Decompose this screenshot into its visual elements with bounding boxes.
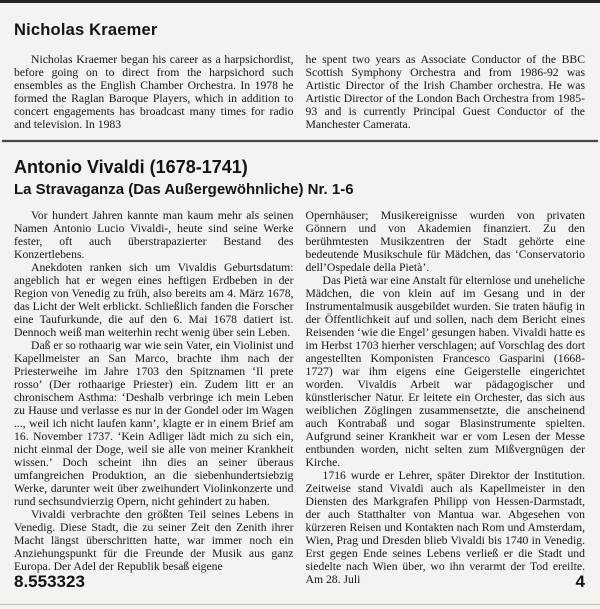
scan-bottom-edge <box>0 604 600 606</box>
notes-paragraph: Anekdoten ranken sich um Vivaldis Geburtsdatum: angeblich hat er wegen eines heftigen Erdbeben in der Region von Venedig zu früh, also bereits am 4. März 1678, das Licht der Welt erblickt. Schließlich fanden die Forscher eine Taufurkunde, die auf den 6. Mai 1678 datiert ist. Dennoch weiß man weiterhin recht wenig über sein Leben. <box>14 261 294 339</box>
notes-paragraph: Vor hundert Jahren kannte man kaum mehr als seinen Namen Antonio Lucio Vivaldi-, heute sind seine Werke fester, oft auch überstrapazierter Bestand des Konzertlebens. <box>14 209 294 261</box>
composer-heading: Antonio Vivaldi (1678-1741) <box>14 157 248 177</box>
notes-left-column <box>14 209 294 586</box>
scan-top-edge <box>0 0 600 3</box>
page-number: 4 <box>575 572 585 591</box>
notes-right-column <box>306 209 586 586</box>
bio-left-column <box>14 53 294 131</box>
section-divider <box>2 140 598 142</box>
notes-paragraph: Vivaldi verbrachte den größten Teil seines Lebens in Venedig. Diese Stadt, die zu seiner Zeit den Zenith ihrer Macht längst überschritten hatte, war immer noch ein Anziehungspunkt für die Freunde der Musik aus ganz Europa. Der Adel der Republik besaß eigene <box>14 508 294 573</box>
notes-paragraph-continuation: Opernhäuser; Musikereignisse wurden von privaten Gönnern und von Akademien finanziert. Zu den berühmtesten Musikzentren der Stadt gehörte eine bedeutende Musikschule für Mädchen, das ‘Conservatorio dell’Ospedale della Pietà’. <box>305 209 585 274</box>
catalog-number: 8.553323 <box>14 572 85 591</box>
work-subheading: La Stravaganza (Das Außergewöhnliche) Nr. 1-6 <box>14 181 354 198</box>
page-footer <box>14 572 585 592</box>
notes-paragraph: 1716 wurde er Lehrer, später Direktor der Institution. Zeitweise stand Vivaldi auch als Kapellmeister in den Diensten des Markgrafen Philipp von Hessen-Darmstadt, der auch Statthalter von Mantua war. Abgesehen von kürzeren Reisen und Kontakten nach Rom und Amsterdam, Wien, Prag und Dresden blieb Vivaldi bis 1740 in Venedig. Erst gegen Ende seines Lebens verließ er die Stadt und siedelte nach Wien über, wo ihn verarmt der Tod ereilte. Am 28. Juli <box>305 469 585 586</box>
bio-paragraph: Nicholas Kraemer began his career as a harpsichordist, before going on to direct from the harpsichord such ensembles as the English Chamber Orchestra. In 1978 he formed the Raglan Baroque Players, which in addition to concert engagements has broadcast many times for radio and television. In 1983 <box>14 53 294 131</box>
bio-paragraph-continuation: he spent two years as Associate Conductor of the BBC Scottish Symphony Orchestra and from 1986-92 was Artistic Director of the Irish Chamber orchestra. He was Artistic Director of the London Bach Orchestra from 1985-93 and is currently Principal Guest Conductor of the Manchester Camerata. <box>305 53 585 131</box>
notes-paragraph: Daß er so rothaarig war wie sein Vater, ein Violinist und Kapellmeister an San Marco, brachte ihm nach der Priesterweihe im Jahre 1703 den Spitznamen ‘Il prete rosso’ (Der rothaarige Priester) ein. Zudem litt er an chronischem Asthma: ‘Deshalb verbringe ich mein Leben zu Hause und verlasse es nur in der Gondel oder im Wagen ..., weil ich nicht laufen kann’, klagte er in einem Brief am 16. November 1737. ‘Kein Adliger lädt mich zu sich ein, nicht einmal der Doge, weil sie alle von meiner Krankheit wissen.’ Doch scheint ihn dies an seiner überaus umfangreichen Produktion, an die siebenhundertsiebzig Werke, darunter weit über zweihundert Violinkonzerte und rund sechsundvierzig Opern, nicht gehindert zu haben. <box>14 339 294 508</box>
artist-heading: Nicholas Kraemer <box>14 21 158 39</box>
notes-paragraph: Das Pietà war eine Anstalt für elternlose und uneheliche Mädchen, die von klein auf im Gesang und in der Instrumentalmusik ausgebildet wurden. Sie traten häufig in der Öffentlichkeit auf und sollen, nach dem Bericht eines Reisenden ‘wie die Engel’ gesungen haben. Vivaldi hatte es im Herbst 1703 hierher verschlagen; auf Vorschlag des dort angestellten Komponisten Francesco Gasparini (1668-1727) war ihm eigens eine Geigerstelle eingerichtet worden. Vivaldis Arbeit war pädagogischer und künstlerischer Natur. Er leitete ein Orchester, das sich aus weiblichen Zöglingen zusammensetzte, die anscheinend auch Kontrabaß und sogar Blasinstrumente spielten. Aufgrund seiner Krankheit war er vom Lesen der Messe entbunden worden, nicht selten zum Mißvergnügen der Kirche. <box>305 274 585 469</box>
bio-right-column <box>306 53 586 131</box>
notes-columns <box>14 209 585 586</box>
bio-columns <box>14 53 585 131</box>
